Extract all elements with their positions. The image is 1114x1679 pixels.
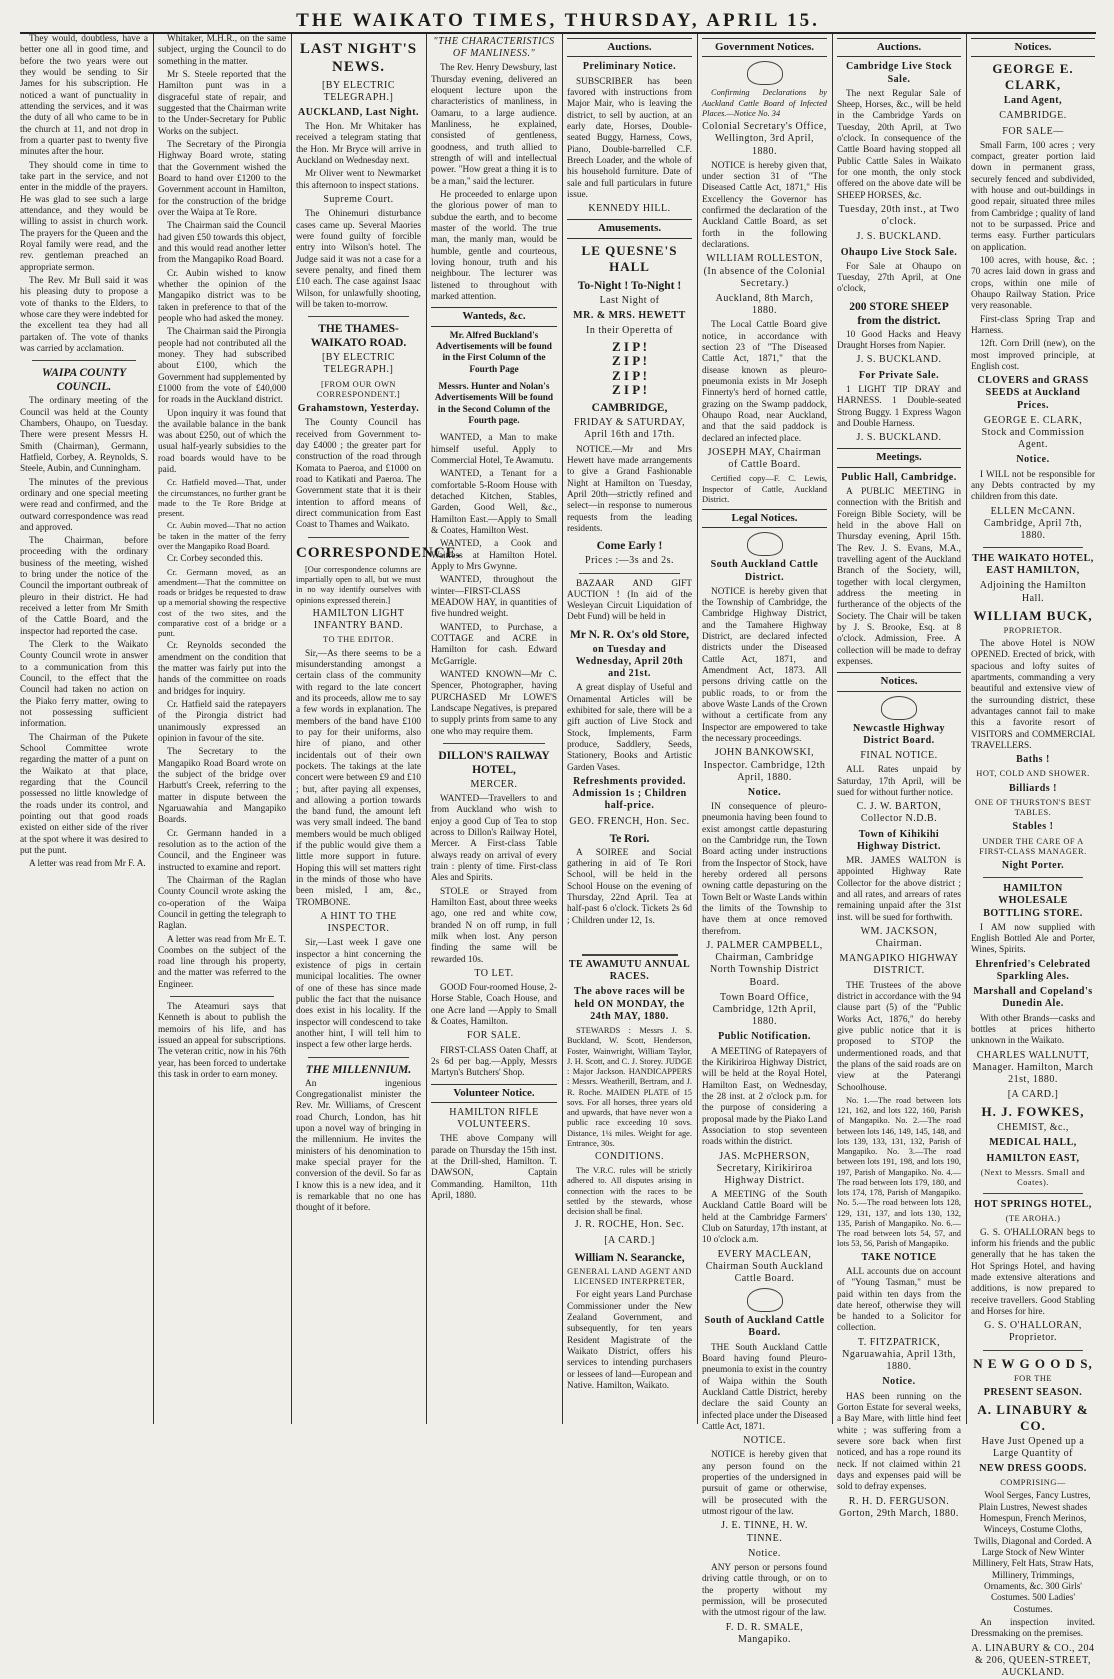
notice-heading: Notice. — [748, 1547, 781, 1559]
column-rule — [153, 34, 154, 1424]
dateline: [BY ELECTRIC TELEGRAPH.] — [321, 352, 396, 376]
royal-arms-emblem — [747, 532, 783, 556]
letter-heading: HAMILTON LIGHT INFANTRY BAND. — [312, 607, 405, 632]
notice-heading: MANGAPIKO HIGHWAY DISTRICT. — [839, 953, 959, 977]
notice-heading: Ohaupo Live Stock Sale. — [840, 246, 958, 258]
advertisement-line: NEW DRESS GOODS. — [979, 1463, 1087, 1475]
advertisement-place: (TE AROHA.) — [1005, 1214, 1061, 1224]
advertiser-name: WILLIAM BUCK, — [973, 607, 1093, 623]
advertiser-name: A. LINABURY & CO. — [977, 1401, 1089, 1433]
signature: J. R. ROCHE, Hon. Sec. — [574, 1219, 685, 1231]
column-rule — [697, 34, 698, 1424]
classified-ad: FIRST-CLASS Oaten Chaff, at 2s 6d per bag.—Apply, Messrs Martyn's Butchers' Shop. — [431, 1045, 557, 1079]
article-paragraph: Upon inquiry it was found that the available balance in the bank was about £250, out of which the usual half-yearly subsidies to the road boards would have to be paid. — [158, 408, 286, 476]
notice-place: Town Board Office, Cambridge, 12th April, 1880. — [712, 991, 817, 1028]
column-rule — [966, 34, 967, 1424]
divider — [170, 996, 274, 997]
advertisement-body: 12ft. Corn Drill (new), on the most improved principle, at English cost. — [971, 339, 1095, 372]
classified-ad: GOOD Four-roomed House, 2-Horse Stable, Coach House, and one Acre land —Apply to Small & Coates, Hamilton. — [431, 983, 557, 1028]
classified-ad: STOLE or Strayed from Hamilton East, about three weeks ago, one red and white cow, branded N on off rump, in full milk when lost. Any person finding the same will be rewarded 10s. — [431, 886, 557, 965]
notice-heading: For Private Sale. — [858, 369, 940, 381]
event-dates: Tuesday, 20th inst., at Two o'clock. — [838, 204, 960, 228]
advertisement-line: Night Porter. — [1001, 860, 1065, 872]
signature: G. S. O'HALLORAN, Proprietor. — [984, 1320, 1082, 1344]
advertisement-body: 100 acres, with house, &c. ; 70 acres laid down in grass and crops, within one mile of Ohaupo Railway Station. Price very reasonable. — [971, 255, 1095, 312]
notice-heading: Notice. — [882, 1376, 916, 1388]
notice-body: IN consequence of pleuro-pneumonia having been found to exist amongst cattle depasturing on the Cambridge run, the Town Board acting under instructions from the Inspector of Stock, have hereby ordered all persons owning cattle depasturing on the Town Belt or Waste Lands within the limits of the Township to have them at once removed therefrom. — [702, 802, 827, 937]
section-banner: Wanteds, &c. — [431, 307, 557, 326]
advertisement-line: FOR THE — [1013, 1373, 1052, 1383]
event-line: Refreshments provided. Admission 1s ; Children half-price. — [572, 776, 687, 812]
notice-body: NOTICE is hereby given that, under section 31 of "The Diseased Cattle Act, 1871," His Excellency the Governor has confirmed the declaration of the Auckland Cattle Board, as set forth in the following declarations. — [702, 160, 827, 251]
advertisement-line: Marshall and Copeland's Dunedin Ale. — [973, 986, 1093, 1010]
article-paragraph: Cr. Hatfield said the ratepayers of the Pirongia district had unanimously expressed an opinion in favour of the site. — [158, 699, 286, 744]
advertisement-body: Small Farm, 100 acres ; very compact, greater portion laid down in permanent grass, securely fenced and subdivided, with house and out-buildings in good repair, situated three miles from Cambridge ; quality of land not to be surpassed. Price and terms easy. Further particulars on application. — [971, 140, 1095, 253]
column-8 — [971, 34, 1095, 1679]
notice-heading: NOTICE. — [743, 1435, 786, 1447]
article-paragraph: The minutes of the previous ordinary and one special meeting were read and confirmed, and the outward correspondence was read and approved. — [20, 477, 148, 533]
article-paragraph: The Chairman of the Pukete School Committee wrote regarding the matter of a punt on the Waikato at that place, regarding that the Council possessed no little knowledge of the roads under its control, and pointing out that good roads existed on either side of the river at the spot where it was desired to put the punt. — [20, 732, 148, 857]
signature: J. S. BUCKLAND. — [856, 432, 942, 444]
column-5 — [567, 34, 692, 1424]
notice-heading: [A CARD.] — [1007, 1089, 1059, 1101]
sale-item: 200 STORE SHEEP from the district. — [849, 300, 949, 327]
notice-heading: Notice. — [747, 786, 782, 798]
signature: CHARLES WALLNUTT, Manager. Hamilton, March 21st, 1880. — [972, 1049, 1094, 1085]
article-paragraph: The Secretary of the Pirongia Highway Board wrote, stating that the Government wished the Board to hand over £1200 to the Government account in Hamilton, for the construction of the bridge over the Waipa at Te Rore. — [158, 139, 286, 218]
column-1 — [20, 34, 148, 1424]
signature: KENNEDY HILL. — [588, 203, 671, 215]
notice-body: ANY person or persons found driving cattle through, or on to the property without my permission, will be prosecuted with the utmost rigour of the law. — [702, 1563, 827, 1619]
advertisement: Messrs. Hunter and Nolan's Advertisements Will be found in the Second Column of the Fourth page. — [434, 381, 554, 426]
article-paragraph: Cr. Germann handed in a resolution as to the action of the Council, and the Engineer was instructed to examine and report. — [158, 828, 286, 873]
dateline: [FROM OUR OWN CORRESPONDENT.] — [316, 379, 401, 399]
advertisement-line: Ehrenfried's Celebrated Sparkling Ales. — [975, 958, 1091, 982]
signature: WILLIAM ROLLESTON, (In absence of the Colonial Secretary.) — [703, 253, 826, 289]
notice-heading: South Auckland Cattle District. — [710, 559, 819, 583]
column-3 — [296, 34, 462, 1424]
dateline: [BY ELECTRIC TELEGRAPH.] — [321, 79, 396, 103]
signature: A. LINABURY & CO., 204 & 206, QUEEN-STREET, AUCKLAND. — [971, 1642, 1095, 1679]
article-paragraph: The Chairman said the Council had given £50 towards this object, and this would read another letter from the Mangapiko Road Board. — [158, 221, 286, 266]
notice-body: NOTICE.—Mr and Mrs Hewett have made arrangements to give a Grand Fashionable Night at Hamilton on Tuesday, April 20th—strictly refined and select—in response to numerous requests from the leading residents. — [567, 444, 692, 534]
article-paragraph: A letter was read from Mr F. A. — [29, 859, 146, 870]
letter-heading: A HINT TO THE INSPECTOR. — [320, 911, 397, 935]
notice-body: I WILL not be responsible for any Debts contracted by my children from this date. — [971, 469, 1095, 503]
signature: GEORGE E. CLARK, Stock and Commission Agent. — [981, 414, 1085, 451]
divider — [308, 537, 409, 538]
advertisement-body: I AM now supplied with English Bottled Ale and Porter, Wines, Spirits. — [971, 922, 1095, 956]
notice-body: 1 LIGHT TIP DRAY and HARNESS. 1 Double-seated Strong Buggy. 1 Express Wagon and Double Harness. — [837, 384, 961, 429]
classified-ad: WANTED, to Purchase, a COTTAGE and ACRE in Hamilton for cash. Edward McGarrigle. — [431, 622, 557, 667]
dateline: AUCKLAND, Last Night. — [297, 106, 420, 118]
notice-body: MR. JAMES WALTON is appointed Highway Rate Collector for the above district ; and all rates, and arrears of rates remaining unpaid after the 31st inst. will be sued for forthwith. — [837, 855, 961, 923]
section-banner: Auctions. — [567, 38, 692, 57]
advertiser-place: (Next to Messrs. Small and Coates). — [980, 1167, 1086, 1187]
article-paragraph: The Chairman of the Raglan County Council wrote asking the co-operation of the Waipa Council in getting the telegraph to Raglan. — [158, 875, 286, 932]
advertisement-line: Baths ! — [1016, 754, 1050, 766]
letter-body: Sir,—Last week I gave one inspector a hint concerning the existence of pigs in certain municipal localities. The owner of one of these has since made public the fact that the nuisance does exist in his locality. If the inspector will condescend to take another hint, I will tell him to inspect a few other large herds. — [296, 938, 421, 1051]
signature: T. FITZPATRICK, Ngaruawahia, April 13th, 1880. — [842, 1336, 956, 1373]
notice-heading: Newcastle Highway District Board. — [852, 722, 946, 746]
article-paragraph: The Rev. Mr Bull said it was his pleasing duty to propose a vote of thanks to the Elders, to whose care they were indebted for the excellent tea they had all partaken of. The vote of thanks was carried by acclamation. — [20, 275, 148, 354]
advertisement-heading: DILLON'S RAILWAY HOTEL, — [438, 749, 550, 776]
section-banner: Volunteer Notice. — [431, 1084, 557, 1103]
signature: ELLEN McCANN. Cambridge, April 7th, 1880. — [983, 505, 1083, 541]
article-paragraph: He proceeded to enlarge upon the glorious power of man to subdue the earth, and to become master of the world. The true man, the manly man, would be humble, gentle and courteous, loving honour, truth and his neighbour. The lecturer was listened to throughout with marked attention. — [431, 189, 557, 302]
notice-body: SUBSCRIBER has been favored with instructions from Major Mair, who is leaving the district, to sell by auction, at an early date, Horses, Double-seated Buggy, Harness, Cows, Piano, Double-barrelled C.F. Breech Loader, and the whole of his household furniture. Date of sale and full particulars in future issue. — [567, 76, 692, 200]
racehorse-illustration — [582, 930, 678, 956]
letter-salutation: TO THE EDITOR. — [323, 635, 394, 645]
event-title: Z I P ! — [611, 381, 648, 397]
notice-heading: Public Hall, Cambridge. — [841, 471, 957, 483]
article-paragraph: Whitaker, M.H.R., on the same subject, urging the Council to do something in the matter. — [158, 34, 286, 67]
advertisement-body: G. S. O'HALLORAN begs to inform his friends and the public generally that he has taken the Hot Springs Hotel, and having made extensive alterations and additions, is now prepared to receive travellers. Good Stabling and Horses for hire. — [971, 1227, 1095, 1317]
article-paragraph: The ordinary meeting of the Council was held at the County Chambers, Ohaupo, on Tuesday. There were present Messrs H. Smith (Chairman), Germann, Hatfield, Corbey, A. Reynolds, S. Steele, Aubin, and Cunningham. — [20, 396, 148, 475]
advertisement-heading: N E W G O O D S, — [973, 1355, 1093, 1371]
column-rule — [562, 34, 563, 1424]
notice-heading: Public Notification. — [718, 1031, 811, 1043]
advertiser-title: Land Agent, — [1003, 95, 1063, 107]
venue-heading: LE QUESNE'S HALL — [581, 242, 678, 274]
letter-body: Sir,—As there seems to be a misunderstanding amongst a certain class of the community with regard to the late concert and its proceeds, allow me to say a few words in explanation. The members of the band have £100 to pay for their uniforms, also hire of piano, and other incidentals out of their own pockets. The takings at the late concert were between £9 and £10 ; but, after paying all expenses, and allowing a portion towards the band fund, the amount left was very small indeed. The band members would be much obliged if the public would give them a little more support in future. Hoping this will set matters right in the minds of those who have been misled, I am, &c., TROMBONE. — [296, 648, 421, 908]
article-paragraph: Cr. Reynolds seconded the amendment on the condition that the matter was fairly put into the hands of the committee on roads and bridges for inquiry. — [158, 641, 286, 697]
dateline: Grahamstown, Yesterday. — [297, 403, 420, 415]
section-heading: LAST NIGHT'S NEWS. — [299, 41, 418, 76]
royal-arms-emblem — [747, 1288, 783, 1312]
article-heading: THE THAMES-WAIKATO ROAD. — [310, 323, 407, 350]
divider — [579, 573, 680, 574]
divider — [983, 547, 1083, 548]
advertiser-title: PROPRIETOR. — [1003, 625, 1063, 635]
notice-body: A MEETING of the South Auckland Cattle Board will be held at the Cambridge Farmers' Club on Saturday, 17th instant, at 10 o'clock a.m. — [702, 1190, 827, 1246]
advertisement-line: Stables ! — [1012, 821, 1054, 833]
article-paragraph: Cr. Corbey seconded this. — [167, 554, 263, 565]
classified-ad: WANTED, a Tenant for a comfortable 5-Room House with detached Kitchen, Stables, Garden, Good Well, &c., Hamilton East.—Apply to Small & Coates, Hamilton West. — [431, 469, 557, 536]
notice-body: 10 Good Hacks and Heavy Draught Horses from Napier. — [837, 329, 961, 352]
notice-body: ALL Rates unpaid by Saturday, 17th April, will be sued for without further notice. — [837, 765, 961, 798]
article-paragraph: Cr. Hatfield moved—That, under the circumstances, no further grant be made to the Te Rore Bridge at present. — [158, 478, 286, 519]
advertisement-body: With other Brands—casks and bottles at prices hitherto unknown in the Waikato. — [971, 1013, 1095, 1047]
event-title: Z I P ! — [611, 339, 648, 355]
classified-ad: WANTED, a Man to make himself useful. Apply to Commercial Hotel, Te Awamutu. — [431, 433, 557, 466]
advertisement-place: MERCER. — [470, 778, 518, 790]
advertiser-title: CHEMIST, &c., — [997, 1122, 1069, 1134]
event-line: Come Early ! — [596, 540, 663, 553]
notice-heading: Preliminary Notice. — [582, 61, 677, 73]
advertisement-line: PRESENT SEASON. — [983, 1386, 1083, 1398]
classified-ad: WANTED, throughout the winter—FIRST-CLASS MEADOW HAY, in quantities of five hundred weight. — [431, 575, 557, 620]
advertisement-heading: FOR SALE. — [467, 1030, 521, 1042]
notice-body: HAS been running on the Gorton Estate for several weeks, a Bay Mare, with little hind feet white ; was suffering from a severe sore back when first noticed, and has a rope round its neck. If not claimed within 21 days and expenses paid will be sold to defray expenses. — [837, 1391, 961, 1493]
advertiser-title: MEDICAL HALL, — [989, 1137, 1077, 1149]
event-line: Prices :—3s and 2s. — [585, 555, 674, 567]
notice-body: A great display of Useful and Ornamental Articles will be exhibited for sale, there will be a gift auction of Live Stock and Stock, Implements, Farm produce, Saddlery, Seeds, Stationery, Books and Artistic Garden Vases. — [567, 683, 692, 773]
advertiser-name: GEORGE E. CLARK, — [992, 61, 1074, 93]
section-banner: Notices. — [971, 38, 1095, 57]
column-rule — [291, 34, 292, 1424]
advertisement-line: ONE OF THURSTON'S BEST TABLES. — [974, 797, 1092, 818]
article-heading: WAIPA COUNTY COUNCIL. — [41, 367, 127, 394]
advertisement-line: UNDER THE CARE OF A FIRST-CLASS MANAGER. — [979, 836, 1087, 856]
signature: JOSEPH MAY, Chairman of Cattle Board. — [707, 446, 822, 471]
advertisement-heading: HAMILTON WHOLESALE BOTTLING STORE. — [983, 883, 1083, 919]
article-paragraph: The Hon. Mr Whitaker has received a telegram stating that the Hon. Mr Bryce will arrive in Auckland on Wednesday next. — [296, 122, 421, 167]
advertiser-place: CAMBRIDGE. — [999, 110, 1067, 122]
section-banner: Legal Notices. — [702, 509, 827, 528]
notice-heading: Town of Kihikihi Highway District. — [856, 828, 942, 852]
advertisement-heading: TO LET. — [474, 967, 514, 979]
section-banner: Auctions. — [837, 38, 961, 57]
notice-place: Colonial Secretary's Office, Wellington, 3rd April, 1880. — [702, 121, 827, 157]
column-2 — [158, 34, 286, 1424]
signature: C. J. W. BARTON, Collector N.D.B. — [856, 801, 942, 825]
notice-body: A PUBLIC MEETING in connection with the British and Foreign Bible Society, will be held in the above Hall on Thursday evening, April 15th. The Rev. J. S. Evans, M.A., travelling agent of the Auckland Branch of the Society, will, together with local clergymen, address the meeting in furtherance of the objects of the Society. The Chair will be taken by J. S. Brooke, Esq. at 8 o'clock. Admission, Free. A collection will be made to defray expenses. — [837, 486, 961, 667]
article-paragraph: The Clerk to the Waikato County Council wrote in answer to a communication from this Council, to the effect that the Council had taken no action on the Piako ferry matter, owing to not possessing sufficient information. — [20, 640, 148, 730]
advertisement-heading: William N. Searancke, — [574, 1251, 685, 1264]
advertisement-subheading: GENERAL LAND AGENT AND LICENSED INTERPRETER, — [567, 1266, 692, 1287]
notice-body: A MEETING of Ratepayers of the Kirikiriroa Highway District, will be held at the Royal Hotel, Hamilton East, on Wednesday, the 28 inst. at 2 o'clock p.m. for the purpose of considering a proposal made by the Piako Land Association to stop seventeen roads within the district. — [702, 1046, 827, 1148]
section-banner: Notices. — [837, 672, 961, 691]
event-dates: on Tuesday and Wednesday, April 20th and 21st. — [575, 643, 684, 680]
event-dates: FRIDAY & SATURDAY, April 16th and 17th. — [573, 417, 686, 441]
notice-heading: Cambridge Live Stock Sale. — [845, 61, 953, 85]
advertisement-line: COMPRISING— — [1000, 1478, 1066, 1488]
notice-place: Auckland, 8th March, 1880. — [715, 292, 814, 317]
notice-heading: CONDITIONS. — [594, 1151, 665, 1163]
notice-body: The V.R.C. rules will be strictly adhered to. All disputes arising in connection with the races to be settled by the stewards, whose decision shall be final. — [567, 1166, 692, 1217]
article-paragraph: They should come in time to take part in the service, and not enter in the middle of the prayers. He was glad to see such a large attendance, and they would be willing to assist in church work. The prayers for the Queen and the Royal family were read, and the rev. gentleman preached an appropriate sermon. — [20, 160, 148, 273]
signature: F. D. R. SMALE, Mangapiko. — [725, 1621, 804, 1645]
notice-body: For Sale at Ohaupo on Tuesday, 27th April, at One o'clock, — [837, 261, 961, 295]
classified-ad: WANTED KNOWN—Mr C. Spencer, Photographer, having PURCHASED Mr LOWE'S Landscape Negatives, is prepared to supply prints from same to any one who may require them. — [431, 669, 557, 737]
signature: J. E. TINNE, H. W. TINNE. — [721, 1520, 808, 1544]
advertisement-line: CLOVERS and GRASS SEEDS at Auckland Prices. — [977, 375, 1089, 411]
article-heading: THE MILLENNIUM. — [305, 1063, 412, 1076]
article-paragraph: Cr. Aubin moved—That no action be taken in the matter of the ferry over the Mangapiko Road Board. — [158, 521, 286, 551]
notice-heading: TE AWAMUTU ANNUAL RACES. — [568, 959, 691, 983]
notice-body: ALL accounts due on account of "Young Tasman," must be paid within ten days from the date hereof, otherwise they will be handed to a Solicitor for collection. — [837, 1266, 961, 1334]
event-dates: The above races will be held ON MONDAY, the 24th MAY, 1880. — [574, 986, 685, 1022]
notice-body: NOTICE is hereby given that the Township of Cambridge, the Cambridge Highway District, and the Tamahere Highway District, are declared infected districts under the Diseased Cattle Act, 1871, and Amendment Act, 1873. All persons driving cattle on the public roads, to or from the above Waste Lands of the Crown without a certificate from any Inspector are empowered to take the necessary proceedings. — [702, 586, 827, 745]
article-paragraph: The Chairman said the Pirongia people had not contributed all the money. They had subscribed about £100, which the Government had supplemented by £1000 from the vote of £40,000 for roads in the Auckland district. — [158, 327, 286, 406]
signature: GEO. FRENCH, Hon. Sec. — [569, 815, 690, 827]
notice-heading: TAKE NOTICE — [861, 1251, 937, 1263]
signature: J. S. BUCKLAND. — [856, 354, 942, 366]
signature: WM. JACKSON, Chairman. — [860, 925, 938, 950]
signature: J. PALMER CAMPBELL, Chairman, Cambridge North Township District Board. — [706, 940, 823, 988]
notice-body: A SOIREE and Social gathering in aid of Te Rori School, will be held in the School House on the evening of Thursday, 22nd April. Tea at half-past 6 o'clock. Tickets 2s 6d ; Children under 12, 1s. — [567, 847, 692, 926]
article-paragraph: Mr S. Steele reported that the Hamilton punt was in a disgraceful state of repair, and suggested that the Chairman write to the Under-Secretary for Public Works on the subject. — [158, 69, 286, 137]
notice-subheading: Confirming Declarations by Auckland Cattle Board of Infected Places.—Notice No. 34 — [702, 88, 827, 118]
advertisement-subheading: Adjoining the Hamilton Hall. — [979, 580, 1087, 604]
section-heading: CORRESPONDENCE. — [296, 544, 462, 561]
notice-heading: [A CARD.] — [604, 1234, 655, 1246]
advertisement-subheading: FOR SALE— — [1002, 125, 1064, 137]
signature: R. H. D. FERGUSON. Gorton, 29th March, 1880. — [839, 1495, 959, 1519]
advertiser-place: HAMILTON EAST, — [986, 1152, 1080, 1164]
editorial-note: [Our correspondence columns are impartially open to all, but we must in no way identify ourselves with opinions expressed therein.] — [296, 564, 421, 605]
advertisement-body: The above Hotel is NOW OPENED. Erected of brick, with spacious and lofty suites of apartments, commanding a very beautiful and extensive view of the surrounding district, these advantages cannot fail to make this a favorite resort of VISITORS and COMMERCIAL TRAVELLERS. — [971, 638, 1095, 751]
advertisement-body: First-class Spring Trap and Harness. — [971, 314, 1095, 336]
section-banner: Meetings. — [837, 448, 961, 467]
event-line: MR. & MRS. HEWETT — [573, 309, 686, 321]
advertisement-body: Wool Serges, Fancy Lustres, Plain Lustres, Newest shades Homespun, French Merinos, Winceys, Costume Cloths, Twills, Diagonal and Corded. A Large Stock of New Winter Millinery, Felt Hats, Straw Hats, Millinery, Trimmings, Ornaments, &c. 300 Girls' Costumes. 500 Ladies' Costumes. — [972, 1491, 1094, 1615]
advertisement-heading: HOT SPRINGS HOTEL, — [974, 1199, 1092, 1211]
advertisement-heading: HAMILTON RIFLE VOLUNTEERS. — [449, 1107, 539, 1131]
column-rule — [832, 34, 833, 1424]
notice-body: STEWARDS : Messrs J. S. Buckland, W. Scott, Henderson, Foster, Wainwright, William Taylor, J. H. Scott, and C. J. Storey. JUDGE : Major Jackson. HANDICAPPERS : Messrs. Weatherill, Bertram, and J. R. Roche. MAIDEN PLATE of 15 sovs. For all horses, three years old and upwards, that have never won a public race exceeding 10 sovs. Distance, 1¼ miles. Weight for age. Entrance, 30s. — [567, 1026, 692, 1148]
divider — [308, 316, 409, 317]
advertisement-line: Have Just Opened up a Large Quantity of — [981, 1435, 1085, 1459]
article-paragraph: The Rev. Henry Dewsbury, last Thursday evening, delivered an eloquent lecture upon the characteristics of manliness, in Oamaru, to a large audience. Manliness, he explained, consisted of gentleness, goodness, and truth allied to strength of will and intellectual power. "How great a thing it is to be a man," said the lecturer. — [431, 63, 557, 187]
divider — [983, 877, 1083, 878]
notice-body: No. 1.—The road between lots 121, 162, and lots 122, 160, Parish of Mangapiko. No. 2.—The road between lots 146, 149, 145, 148, and lots 139, 133, 131, 132, Parish of Mangapiko. No. 3.—The road between lots 191, 198, and lots 190, 197, Parish of Mangapiko. No. 4.—The road between lots 179, 180, and lots 174, 178, Parish of Mangapiko. No. 5.—The road between lots 128, 129, 131, 137, and lots 130, 132, 135, Parish of Mangapiko. No. 6.—The road between lots 54, 57, and lots 53, 56, Parish of Mangapiko. — [837, 1095, 961, 1249]
article-paragraph: The Ateamuri says that Kenneth is about to publish the memoirs of his life, and has issued an appeal for subscriptions. The veteran critic, now in his 76th year, has been forced to undertake this task in order to earn money. — [158, 1002, 286, 1081]
event-line: In their Operetta of — [586, 324, 673, 336]
masthead: THE WAIKATO TIMES, THURSDAY, APRIL 15. — [296, 10, 820, 31]
article-paragraph: The Secretary to the Mangapiko Road Board wrote on the subject of the bridge over Harbutt's Creek, referring to the matter in dispute between the Ngaruawahia and Mangapiko Boards. — [158, 747, 286, 826]
notice-body: Certified copy—F. C. Lewis, Inspector of Cattle, Auckland District. — [702, 474, 827, 504]
advertisement-line: Billiards ! — [1008, 782, 1057, 794]
divider — [32, 360, 136, 361]
article-paragraph: Mr Oliver went to Newmarket this afternoon to inspect stations. — [296, 169, 421, 191]
article-paragraph: A letter was read from Mr E. T. Coombes on the subject of the road line through his property, and the matter was referred to the Engineer. — [158, 934, 286, 990]
divider — [308, 1057, 409, 1058]
article-paragraph: The County Council has received from Government to-day £4000 ; the greater part for construction of the road through Komata to Paeroa, and £1000 on road to Katikati and Paeroa. The Government state that it is their intention to afford means of direct communication from East Coast to Thames and Waikato. — [296, 418, 421, 531]
advertiser-name: H. J. FOWKES, — [981, 1104, 1085, 1120]
column-rule — [426, 34, 427, 1424]
signature: JOHN BANKOWSKI, Inspector. Cambridge, 12th April, 1880. — [703, 747, 826, 783]
article-paragraph: They would, doubtless, have a better one all in good time, and before the two years were out they would be sending to Sir James for his subscription. He noticed a want of punctuality in attending the services, and it was the duty of all who came to be in the church at 11, and not drop in from a quarter past to twenty five minutes after the hour. — [20, 34, 148, 158]
notice-heading: Notice. — [1016, 454, 1050, 466]
column-6 — [702, 34, 827, 1645]
section-banner: Amusements. — [567, 219, 692, 238]
event-line: Last Night of — [599, 294, 660, 306]
divider — [443, 743, 545, 744]
notice-body: The Local Cattle Board give notice, in accordance with section 23 of "The Diseased Cattle Act, 1871," that the disease known as pleuro-pneumonia exists in Mr Joseph Finnerty's herd of horned cattle, grazing on the Swamp paddock, Ohaupo Road, near Auckland, and that the said paddock is declared an infected place. — [702, 320, 827, 444]
event-heading: To-Night ! To-Night ! — [577, 279, 682, 292]
article-paragraph: Cr. Germann moved, as an amendment—That the committee on roads or bridges be requested to draw up a memorial showing the respective cost of the two sites, and the comparative cost of a bridge or a punt. — [158, 567, 286, 639]
classified-ad: WANTED, a Cook and Waitress at Hamilton Hotel. Apply to Mrs Gwynne. — [431, 539, 557, 572]
advertisement-body: For eight years Land Purchase Commissioner under the New Zealand Government, and subsequently, for ten years Resident Magistrate of the Waikato District, offers his services to intending purchasers or lessees of land—European and Native. Hamilton, Waikato. — [567, 1290, 692, 1391]
article-heading: "THE CHARACTERISTICS OF MANLINESS." — [433, 36, 555, 60]
section-banner: Government Notices. — [702, 38, 827, 57]
signature: J. S. BUCKLAND. — [856, 231, 942, 243]
notice-heading: South of Auckland Cattle Board. — [704, 1315, 825, 1339]
notice-body: THE Trustees of the above district in accordance with the 94 clause part (5) of the "Public Works Act, 1876," do hereby give public notice that it is proposed to STOP the undermentioned roads, and that the plans of the said roads are on view at the Paterangi Schoolhouse. — [837, 980, 961, 1093]
advertisement-body: WANTED—Travellers to and from Auckland who wish to enjoy a good Cup of Tea to stop across to Dillon's Railway Hotel, Mercer. A First-class Table always ready on arrival of every train : plenty of time. First-class Ales and Spirits. — [431, 794, 557, 884]
notice-body: The next Regular Sale of Sheep, Horses, &c., will be held in the Cambridge Yards on Tuesday, 20th April, at Two o'clock. In consequence of the Cattle Board having stopped all Public Cattle Sales in Waikato for one month, the only stock offered on the above date will be SHEEP HORSES, &c. — [837, 88, 961, 201]
advertisement-heading: THE WAIKATO HOTEL, EAST HAMILTON, — [972, 553, 1094, 577]
column-4 — [431, 34, 557, 1424]
signature: EVERY MACLEAN, Chairman South Auckland Cattle Board. — [705, 1248, 824, 1285]
event-title: Z I P ! — [611, 353, 648, 369]
event-title: Z I P ! — [611, 367, 648, 383]
article-paragraph: Cr. Aubin wished to know whether the opinion of the Mangapiko district was to be taken in preference to that of the people who had asked the money. — [158, 268, 286, 324]
notice-subheading: FINAL NOTICE. — [860, 749, 938, 761]
notice-body: BAZAAR AND GIFT AUCTION ! (In aid of the Wesleyan Circuit Liquidation of Debt Fund) will be held in — [567, 578, 692, 623]
advertisement-line: HOT, COLD AND SHOWER. — [976, 769, 1090, 779]
article-paragraph: An ingenious Congregationalist minister the Rev. Mr. Williams, of Crescent road Church, London, has hit upon a novel way of bringing in the millennium. He invites the ministers of his denomination to make special prayer for the conversion of the devil. So far as I know this is a new idea, and it is remarkable that no one has thought of it before. — [296, 1078, 421, 1214]
subheading: Supreme Court. — [323, 194, 394, 206]
notice-body: THE South Auckland Cattle Board having found Pleuro-pneumonia to exist in the country of Waipa within the South Auckland Cattle District, hereby declare the said County an infected place under the Diseased Cattle Act, 1871. — [702, 1342, 827, 1432]
royal-arms-emblem — [881, 696, 917, 720]
divider — [983, 1193, 1083, 1194]
advertisement-body: THE above Company will parade on Thursday the 15th inst. at the Drill-shed, Hamilton. T. DAWSON, Captain Commanding. Hamilton, 11th April, 1880. — [431, 1134, 557, 1202]
article-paragraph: The Chairman, before proceeding with the ordinary business of the meeting, wished to bring under the notice of the Council the important outbreak of pleuro in their district. He had received a letter from Mr Smith of the Cattle Board, and the inspector had reported the case. — [20, 536, 148, 637]
divider — [983, 1350, 1083, 1351]
advertisement: Mr. Alfred Buckland's Advertisements will be found in the First Column of the Fourth Page — [436, 330, 552, 375]
article-paragraph: The Ohinemuri disturbance cases came up. Several Maories were found guilty of forcible entry into Wilson's hotel. The Judge said it was not a case for a severe penalty, and fined them £10 each. The case against Isaac Wilson, for unlawfully shooting, will be taken to-morrow. — [296, 209, 421, 310]
event-place: Mr N. R. Ox's old Store, — [569, 628, 690, 641]
advertisement-body: An inspection invited. Dressmaking on the premises. — [971, 1618, 1095, 1640]
signature: JAS. McPHERSON, Secretary, Kirikiriroa Highway District. — [716, 1150, 813, 1186]
royal-arms-emblem — [747, 61, 783, 85]
notice-body: NOTICE is hereby given that any person found on the properties of the undersigned in pursuit of game or otherwise, will be prosecuted with the utmost rigour of the law. — [702, 1450, 827, 1518]
column-7 — [837, 34, 961, 1519]
notice-heading: Te Rori. — [609, 832, 650, 845]
event-place: CAMBRIDGE, — [591, 402, 668, 415]
